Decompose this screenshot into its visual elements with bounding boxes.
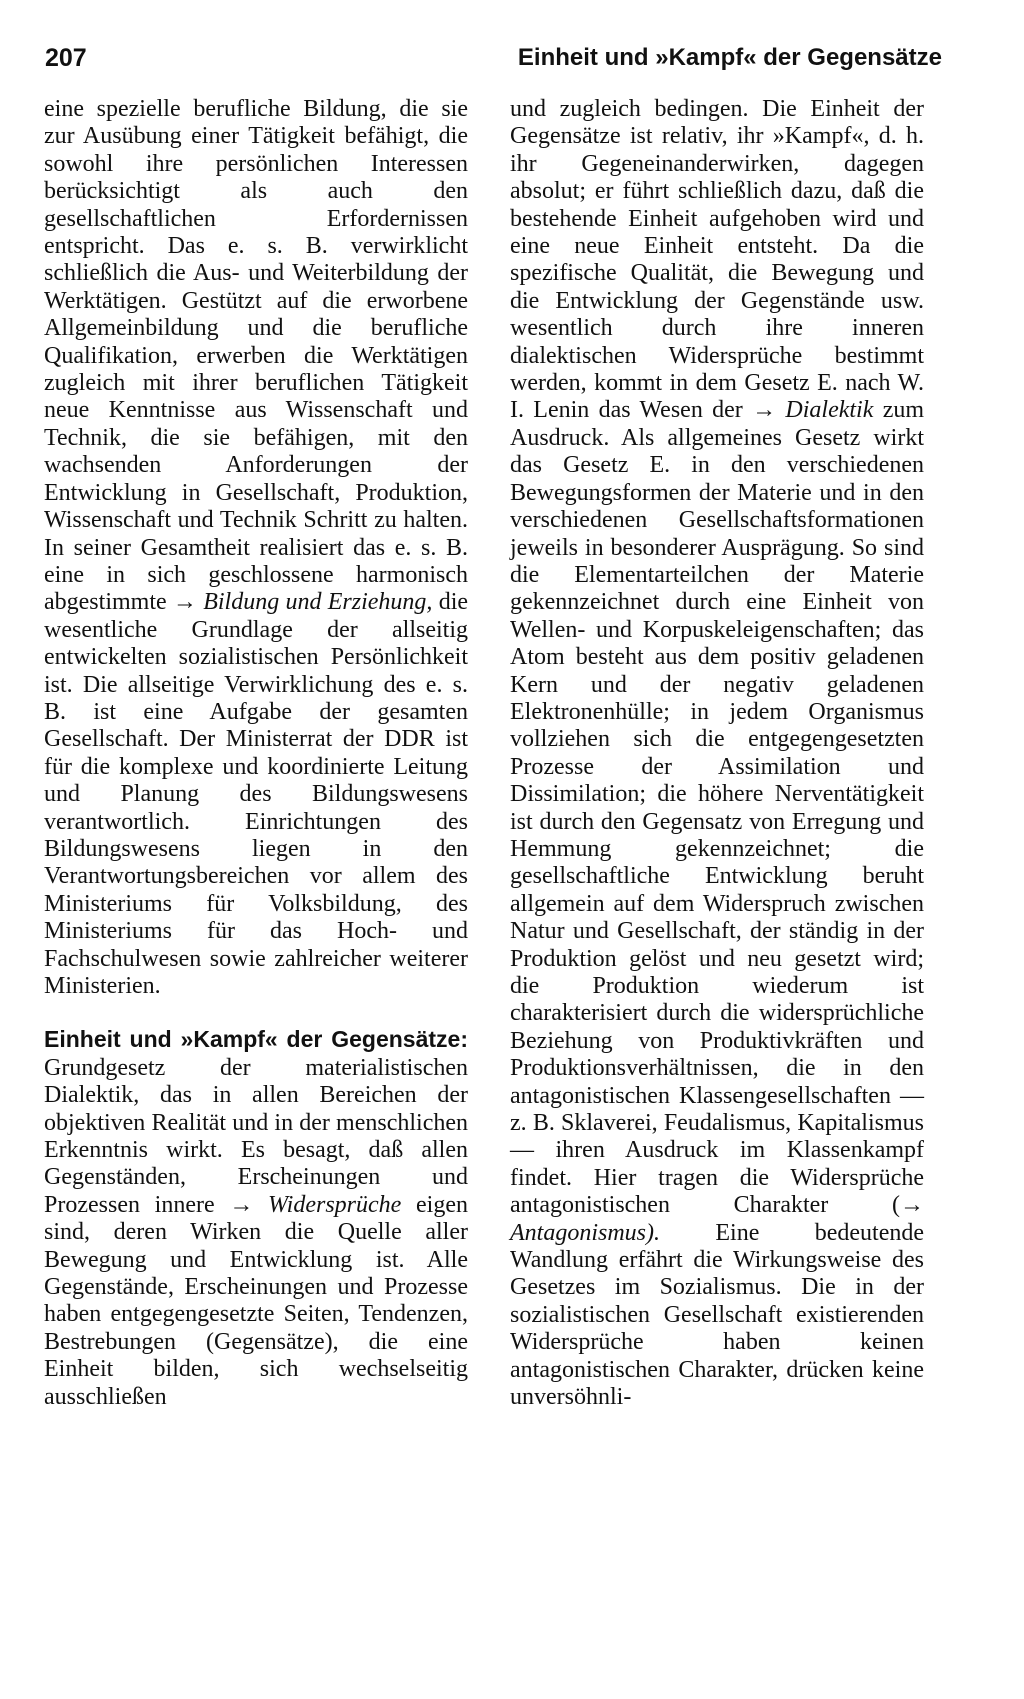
- cross-reference-arrow: →: [752, 397, 777, 424]
- cross-reference: Widersprüche: [268, 1191, 402, 1218]
- text-run: Eine bedeutende Wandlung erfährt die Wirkungsweise des Gesetzes im Sozialismus. Die in der sozialistischen Gesellschaft existierenden Widersprüche haben keinen antagonistischen Charakter, drücken keine unversöhnli-: [510, 1219, 924, 1411]
- cross-reference: Bildung und Erziehung,: [203, 589, 433, 616]
- dictionary-entry: [44, 1026, 468, 1411]
- page-header: [40, 40, 984, 84]
- page-number: 207: [45, 44, 87, 72]
- cross-reference-arrow: →: [229, 1191, 254, 1218]
- text-run: eine spezielle berufliche Bildung, die sie zur Ausübung einer Tätigkeit befähigt, die sowohl ihre persönlichen Interessen berücksichtigt als auch den gesellschaftlichen Erfordernissen entspricht. Das e. s. B. verwirklicht schließlich die Aus- und Weiterbildung der Werktätigen. Gestützt auf die erworbene Allgemeinbildung und die berufliche Qualifikation, erwerben die Werktätigen zugleich mit ihrer beruflichen Tätigkeit neue Kenntnisse aus Wissenschaft und Technik, die sie befähigen, mit den wachsenden Anforderungen der Entwicklung in Gesellschaft, Produktion, Wissenschaft und Technik Schritt zu halten. In seiner Gesamtheit realisiert das e. s. B. eine in sich geschlossene harmonisch abgestimmte: [44, 96, 468, 616]
- entry-continuation: [510, 96, 924, 1412]
- text-run: und zugleich bedingen. Die Einheit der Gegensätze ist relativ, ihr »Kampf«, d. h. ihr Gegeneinanderwirken, dagegen absolut; er führt schließlich dazu, daß die bestehende Einheit aufgehoben wird und eine neue Einheit entsteht. Da die spezifische Qualität, die Bewegung und die Entwicklung der Gegenstände usw. wesentlich durch ihre inneren dialektischen Widersprüche bestimmt werden, kommt in dem Gesetz E. nach W. I. Lenin das Wesen der: [510, 96, 924, 424]
- cross-reference: Antagonismus).: [510, 1219, 660, 1246]
- text-run: zum Ausdruck. Als allgemeines Gesetz wirkt das Gesetz E. in den verschiedenen Bewegungsformen der Materie und in den verschiedenen Gesellschaftsformationen jeweils in besonderer Ausprägung. So sind die Elementarteilchen der Materie gekennzeichnet durch eine Einheit von Wellen- und Korpuskeleigenschaften; das Atom besteht aus dem positiv geladenen Kern und der negativ geladenen Elektronenhülle; in jedem Organismus vollziehen sich die entgegengesetzten Prozesse der Assimilation und Dissimilation; die höhere Nerventätigkeit ist durch den Gegensatz von Erregung und Hemmung gekennzeichnet; die gesellschaftliche Entwicklung beruht allgemein auf dem Widerspruch zwischen Natur und Gesellschaft, der ständig in der Produktion gelöst und neu gesetzt wird; die Produktion wiederum ist charakterisiert durch die widersprüchliche Beziehung von Produktivkräften und Produktionsverhältnissen, die in den antagonistischen Klassengesellschaften — z. B. Sklaverei, Feudalismus, Kapitalismus — ihren Ausdruck im Klassenkampf findet. Hier tragen die Widersprüche antagonistischen Charakter (: [510, 397, 925, 1219]
- left-column: [44, 96, 468, 1411]
- running-title: Einheit und »Kampf« der Gegensätze: [517, 44, 942, 71]
- continued-paragraph: [44, 96, 468, 1000]
- text-run: eigen sind, deren Wirken die Quelle aller Bewegung und Entwicklung ist. Alle Gegenstände, Erscheinungen und Prozesse haben entgegengesetzte Seiten, Tendenzen, Bestrebungen (Gegensätze), die eine Einheit bilden, sich wechselseitig ausschließen: [44, 1191, 468, 1410]
- text-run: Grundgesetz der materialistischen Dialektik, das in allen Bereichen der objektiven Realität und in der menschlichen Erkenntnis wirkt. Es besagt, daß allen Gegenständen, Erscheinungen und Prozessen innere: [44, 1054, 468, 1218]
- text-run: die wesentliche Grundlage der allseitig entwickelten sozialistischen Persönlichkeit ist. Die allseitige Verwirklichung des e. s. B. ist eine Aufgabe der gesamten Gesellschaft. Der Ministerrat der DDR ist für die komplexe und koordinierte Leitung und Planung des Bildungswesens verantwortlich. Einrichtungen des Bildungswesens liegen in den Verantwortungsbereichen vor allem des Ministeriums für Volksbildung, des Ministeriums für das Hoch- und Fachschulwesen sowie zahlreicher weiterer Ministerien.: [44, 589, 469, 999]
- cross-reference: Dialektik: [785, 397, 874, 424]
- cross-reference-arrow: →: [172, 589, 197, 616]
- right-column: [510, 96, 924, 1412]
- cross-reference-arrow: →: [900, 1192, 924, 1219]
- entry-headword: Einheit und »Kampf« der Gegensätze:: [44, 1026, 468, 1053]
